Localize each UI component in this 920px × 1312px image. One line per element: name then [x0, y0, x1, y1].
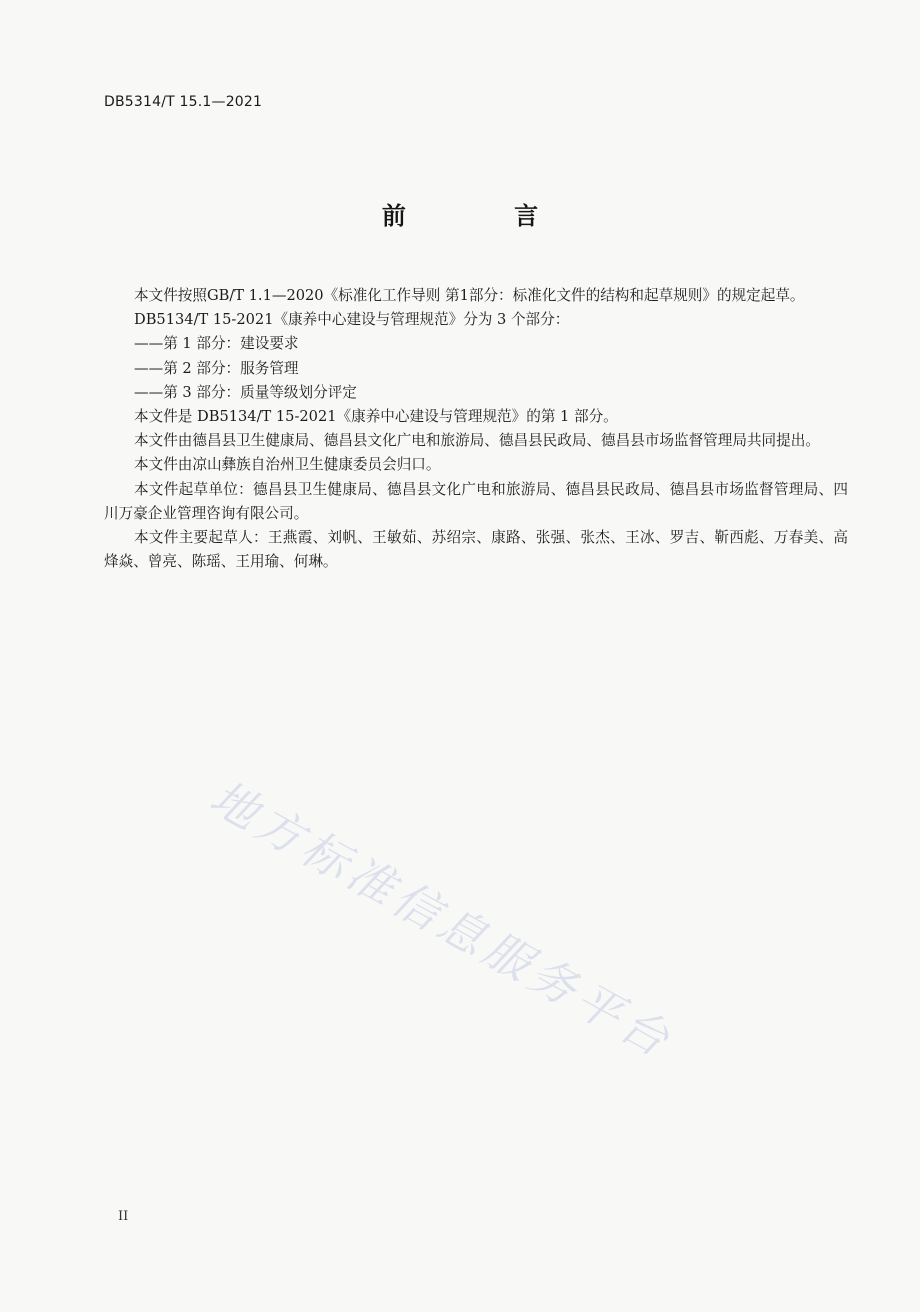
list-item-part-1: ——第 1 部分：建设要求 [134, 335, 299, 353]
watermark: 地方标准信息服务平台 [201, 769, 683, 1070]
paragraph-this-part: 本文件是 DB5134/T 15-2021《康养中心建设与管理规范》的第 1 部分。 [134, 408, 618, 426]
document-code: DB5314/T 15.1—2021 [104, 94, 263, 110]
paragraph-drafters: 本文件主要起草人：王燕霞、刘帆、王敏茹、苏绍宗、康路、张强、张杰、王冰、罗吉、靳西彪、万春美、高烽焱、曾亮、陈瑶、王用瑜、何琳。 [104, 529, 848, 571]
page-title: 前 言 [381, 202, 589, 230]
foreword-body [104, 284, 848, 574]
paragraph-drafting-units: 本文件起草单位：德昌县卫生健康局、德昌县文化广电和旅游局、德昌县民政局、德昌县市场监督管理局、四川万豪企业管理咨询有限公司。 [104, 480, 848, 522]
paragraph-centralized-by: 本文件由凉山彝族自治州卫生健康委员会归口。 [134, 456, 441, 474]
paragraph-parts-intro: DB5134/T 15-2021《康养中心建设与管理规范》分为 3 个部分： [134, 311, 570, 329]
list-item-part-2: ——第 2 部分：服务管理 [134, 359, 299, 377]
paragraph-proposed-by: 本文件由德昌县卫生健康局、德昌县文化广电和旅游局、德昌县民政局、德昌县市场监督管理局共同提出。 [134, 432, 820, 450]
list-item-part-3: ——第 3 部分：质量等级划分评定 [134, 383, 357, 401]
paragraph-drafting-basis: 本文件按照GB/T 1.1—2020《标准化工作导则 第1部分：标准化文件的结构和起草规则》的规定起草。 [134, 287, 805, 304]
page-number: II [118, 1209, 129, 1224]
